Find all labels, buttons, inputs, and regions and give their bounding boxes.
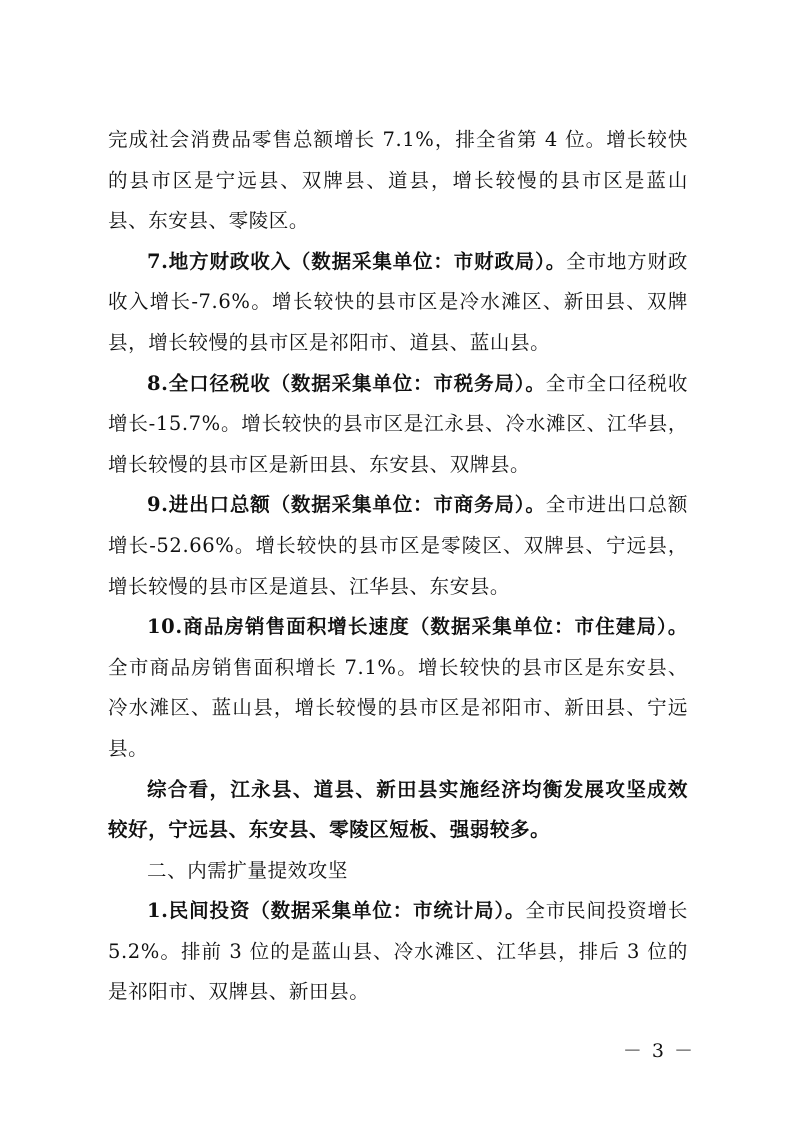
- paragraph-housing-sales: [108, 607, 688, 769]
- paragraph-lead: 9.进出口总额（数据采集单位：市商务局）。: [147, 493, 546, 517]
- paragraph-lead: 8.全口径税收（数据采集单位：市税务局）。: [147, 371, 546, 395]
- paragraph-text: 全市商品房销售面积增长 7.1%。增长较快的县市区是东安县、冷水滩区、蓝山县，增长较慢的县市区是祁阳市、新田县、宁远县。: [108, 655, 688, 760]
- paragraph-text: 全市全口径税收增长-15.7%。增长较快的县市区是江永县、冷水滩区、江华县，增长较慢的县市区是新田县、东安县、双牌县。: [108, 371, 688, 476]
- paragraph-text: 全市民间投资增长 5.2%。排前 3 位的是蓝山县、冷水滩区、江华县，排后 3 位的是祁阳市、双牌县、新田县。: [108, 899, 688, 1004]
- page-number: － 3 －: [622, 1040, 695, 1062]
- paragraph-text: 完成社会消费品零售总额增长 7.1%，排全省第 4 位。增长较快的县市区是宁远县、双牌县、道县，增长较慢的县市区是蓝山县、东安县、零陵区。: [108, 128, 688, 233]
- paragraph-text: 全市地方财政收入增长-7.6%。增长较快的县市区是冷水滩区、新田县、双牌县，增长较慢的县市区是祁阳市、道县、蓝山县。: [108, 249, 688, 354]
- paragraph-summary: [108, 770, 688, 851]
- paragraph-retail-sales: [108, 120, 688, 242]
- paragraph-tax-revenue: [108, 364, 688, 486]
- paragraph-lead: 综合看，江永县、道县、新田县实施经济均衡发展攻坚成效较好，宁远县、东安县、零陵区短板、强弱较多。: [108, 777, 688, 842]
- document-body: [108, 120, 688, 1013]
- paragraph-import-export: [108, 485, 688, 607]
- paragraph-lead: 7.地方财政收入（数据采集单位：市财政局）。: [147, 249, 567, 273]
- paragraph-text: 全市进出口总额增长-52.66%。增长较快的县市区是零陵区、双牌县、宁远县，增长较慢的县市区是道县、江华县、东安县。: [108, 493, 688, 598]
- paragraph-lead: 1.民间投资（数据采集单位：市统计局）。: [147, 899, 526, 923]
- paragraph-private-investment: [108, 891, 688, 1013]
- section-heading: 二、内需扩量提效攻坚: [147, 858, 349, 882]
- paragraph-fiscal-revenue: [108, 242, 688, 364]
- paragraph-lead: 10.商品房销售面积增长速度（数据采集单位：市住建局）。: [147, 615, 688, 639]
